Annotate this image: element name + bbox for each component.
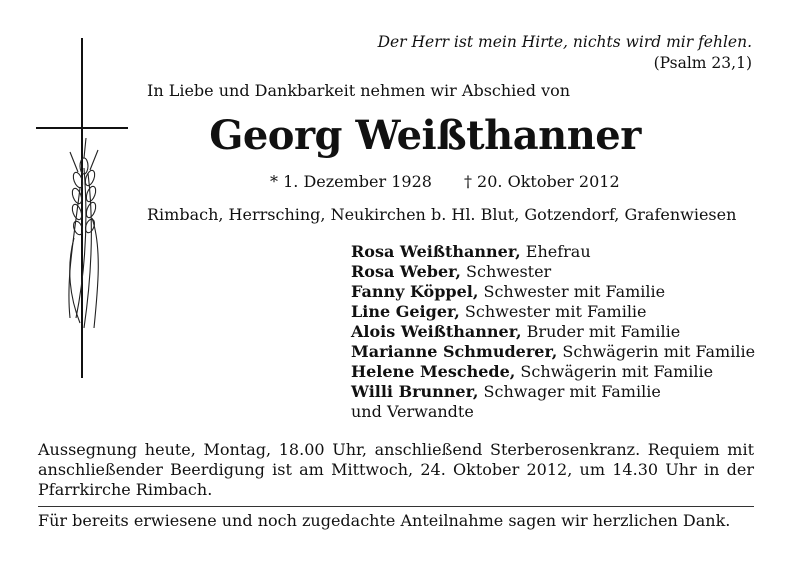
intro-text: In Liebe und Dankbarkeit nehmen wir Abschied von [147,81,571,100]
mourner-row [351,322,755,342]
cross-with-wheat-icon [36,38,128,378]
life-dates [270,172,620,191]
mourner-relation: Bruder mit Familie [521,322,681,341]
service-info: Aussegnung heute, Montag, 18.00 Uhr, anschließend Sterberosenkranz. Requiem mit anschließender Beerdigung ist am Mittwoch, 24. Oktober 2012, um 14.30 Uhr in der Pfarrkirche Rimbach. [38,440,754,499]
mourner-relation: Schwester mit Familie [459,302,647,321]
mourner-name: Alois Weißthanner, [351,322,522,341]
mourner-name: Rosa Weber, [351,262,461,281]
mourner-name: Fanny Köppel, [351,282,479,301]
mourner-name: Rosa Weißthanner, [351,242,521,261]
motto-reference: (Psalm 23,1) [653,54,752,72]
mourner-row [351,262,755,282]
thanks-text: Für bereits erwiesene und noch zugedachte Anteilnahme sagen wir herzlichen Dank. [38,511,731,530]
mourner-row [351,342,755,362]
birth-date: * 1. Dezember 1928 [270,172,432,191]
mourner-name: Helene Meschede, [351,362,516,381]
deceased-name: Georg Weißthanner [209,112,641,159]
mourner-relation: Schwester mit Familie [478,282,666,301]
mourner-row [351,282,755,302]
mourner-name: Marianne Schmuderer, [351,342,558,361]
divider [38,506,754,507]
bible-motto [378,32,752,74]
mourner-name: Willi Brunner, [351,382,479,401]
mourner-relation: und Verwandte [351,402,474,421]
mourner-row [351,402,755,422]
places: Rimbach, Herrsching, Neukirchen b. Hl. Blut, Gotzendorf, Grafenwiesen [147,205,737,224]
mourner-relation: Ehefrau [520,242,591,261]
death-date: † 20. Oktober 2012 [463,172,620,191]
mourner-relation: Schwägerin mit Familie [515,362,714,381]
mourner-relation: Schwester [460,262,552,281]
mourner-relation: Schwägerin mit Familie [557,342,756,361]
mourner-row [351,382,755,402]
mourner-row [351,362,755,382]
mourner-row [351,302,755,322]
motto-quote: Der Herr ist mein Hirte, nichts wird mir fehlen. [377,33,752,51]
mourner-row [351,242,755,262]
mourners-list [351,242,755,422]
mourner-relation: Schwager mit Familie [478,382,661,401]
mourner-name: Line Geiger, [351,302,460,321]
